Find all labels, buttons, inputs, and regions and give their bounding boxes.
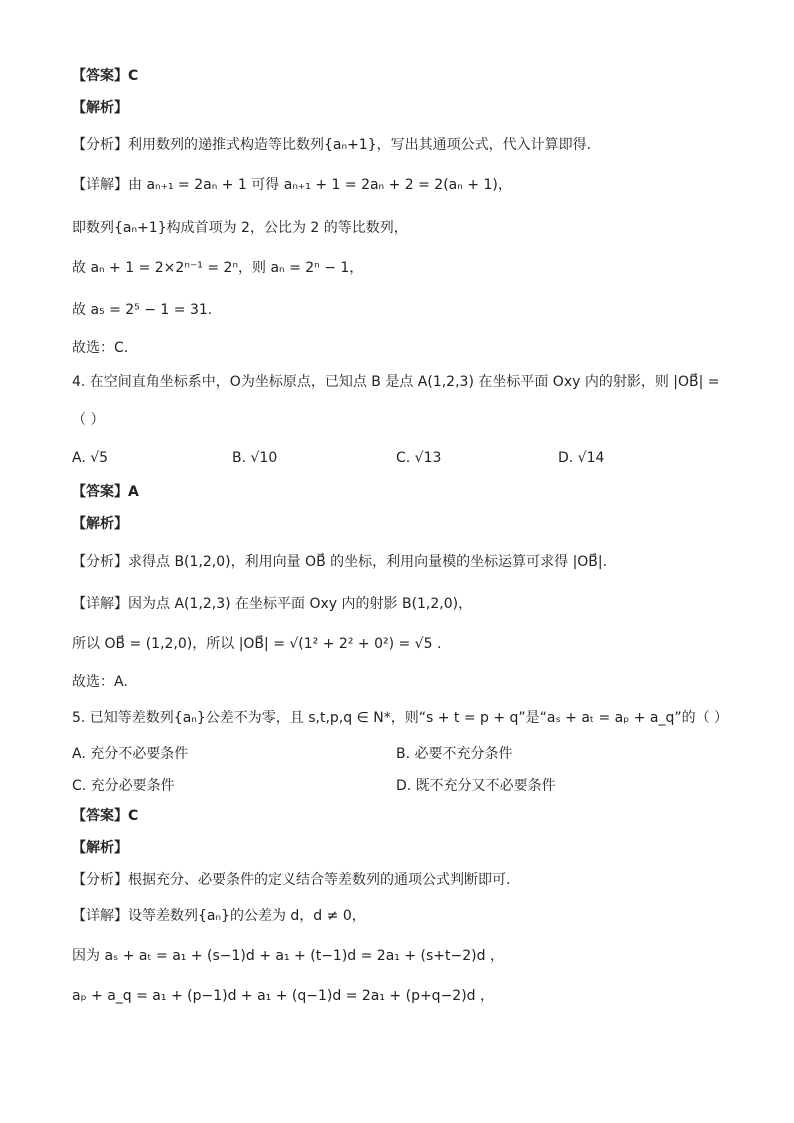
q4-stem-2: （ ） [72, 412, 105, 428]
q4-analysis: 【分析】求得点 B(1,2,0)，利用向量 OB⃗ 的坐标，利用向量模的坐标运算可求得 |OB⃗|. [72, 554, 608, 570]
q4-stem-1: 4. 在空间直角坐标系中，O为坐标原点，已知点 B 是点 A(1,2,3) 在坐标平面 Oxy 内的射影，则 |OB⃗| = [72, 374, 720, 390]
q3-analysis: 【分析】利用数列的递推式构造等比数列{aₙ+1}，写出其通项公式，代入计算即得. [72, 137, 592, 153]
q3-answer: 【答案】C [72, 68, 139, 84]
q4-detail-2: 所以 OB⃗ = (1,2,0)，所以 |OB⃗| = √(1² + 2² + 0²) = √5 . [72, 636, 442, 652]
q5-option-c: C. 充分必要条件 [72, 778, 175, 794]
q3-detail-4: 故 a₅ = 2⁵ − 1 = 31. [72, 302, 213, 318]
q4-option-a: A. √5 [72, 450, 109, 466]
q5-stem: 5. 已知等差数列{aₙ}公差不为零，且 s,t,p,q ∈ N*，则“s + t = p + q”是“aₛ + aₜ = aₚ + a_q”的（ ） [72, 710, 729, 726]
q5-analysis-heading: 【解析】 [72, 840, 128, 856]
q4-option-b: B. √10 [232, 450, 278, 466]
q4-detail-1: 【详解】因为点 A(1,2,3) 在坐标平面 Oxy 内的射影 B(1,2,0)， [72, 596, 473, 612]
q5-option-a: A. 充分不必要条件 [72, 746, 189, 762]
q5-option-b: B. 必要不充分条件 [396, 746, 513, 762]
q4-option-c: C. √13 [396, 450, 442, 466]
q4-option-d: D. √14 [558, 450, 605, 466]
q4-answer: 【答案】A [72, 484, 139, 500]
q3-analysis-heading: 【解析】 [72, 100, 128, 116]
q5-detail-1: 【详解】设等差数列{aₙ}的公差为 d，d ≠ 0， [72, 908, 366, 924]
q4-choice: 故选：A. [72, 674, 128, 690]
q3-detail-1: 【详解】由 aₙ₊₁ = 2aₙ + 1 可得 aₙ₊₁ + 1 = 2aₙ + 2 = 2(aₙ + 1)， [72, 177, 512, 193]
q5-option-d: D. 既不充分又不必要条件 [396, 778, 556, 794]
q5-detail-3: aₚ + a_q = a₁ + (p−1)d + a₁ + (q−1)d = 2a₁ + (p+q−2)d ， [72, 988, 495, 1004]
q3-detail-2: 即数列{aₙ+1}构成首项为 2，公比为 2 的等比数列， [72, 220, 408, 236]
q5-detail-2: 因为 aₛ + aₜ = a₁ + (s−1)d + a₁ + (t−1)d = 2a₁ + (s+t−2)d ， [72, 948, 504, 964]
q4-analysis-heading: 【解析】 [72, 516, 128, 532]
q5-answer: 【答案】C [72, 808, 139, 824]
q5-analysis: 【分析】根据充分、必要条件的定义结合等差数列的通项公式判断即可. [72, 872, 511, 888]
q3-detail-3: 故 aₙ + 1 = 2×2ⁿ⁻¹ = 2ⁿ，则 aₙ = 2ⁿ − 1， [72, 260, 364, 276]
q3-choice: 故选：C. [72, 340, 129, 356]
